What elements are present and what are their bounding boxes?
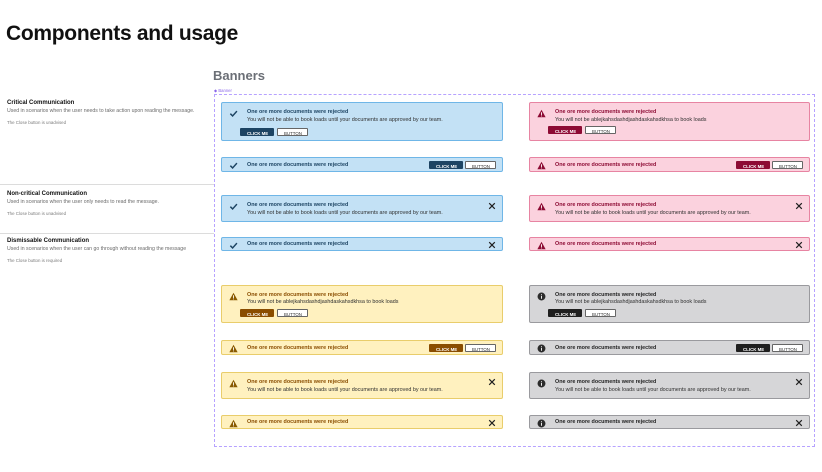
check-icon: [229, 161, 238, 170]
banner-title: One ore more documents were rejected: [247, 161, 349, 168]
critical-banner-inline-dismissable: [529, 237, 810, 251]
warning-triangle-icon: [229, 344, 238, 353]
warning-triangle-icon: [537, 161, 546, 170]
secondary-button[interactable]: BUTTON: [277, 309, 308, 317]
close-icon[interactable]: [795, 378, 803, 386]
click-me-button[interactable]: CLICK ME: [240, 309, 274, 317]
secondary-button[interactable]: BUTTON: [772, 161, 803, 169]
warning-banner-dismissable: [221, 372, 503, 399]
close-icon[interactable]: [795, 419, 803, 427]
warning-triangle-icon: [229, 419, 238, 428]
click-me-button[interactable]: CLICK ME: [429, 344, 463, 352]
close-icon[interactable]: [488, 378, 496, 386]
close-icon[interactable]: [488, 419, 496, 427]
banner-title: One ore more documents were rejected: [555, 161, 657, 168]
warning-triangle-icon: [229, 379, 238, 388]
section-dismissable-communication: [7, 238, 203, 263]
critical-banner-actions: [529, 102, 810, 141]
info-circle-icon: [537, 379, 546, 388]
info-circle-icon: [537, 292, 546, 301]
banner-message: You will not be able to book loads until your documents are approved by our team.: [247, 387, 443, 393]
neutral-banner-inline-dismissable: [529, 415, 810, 429]
secondary-button[interactable]: BUTTON: [465, 161, 496, 169]
secondary-button[interactable]: BUTTON: [465, 344, 496, 352]
banner-message: You will not be able to book loads until your documents are approved by our team.: [247, 210, 443, 216]
info-circle-icon: [537, 344, 546, 353]
info-banner-dismissable: [221, 195, 503, 222]
banner-message: You will not be ablejkahsdashdjashdaskahsdkhsa to book loads: [555, 299, 707, 305]
banner-title: One ore more documents were rejected: [555, 202, 657, 208]
warning-triangle-icon: [537, 241, 546, 250]
section-critical-communication: [7, 100, 203, 125]
click-me-button[interactable]: CLICK ME: [548, 309, 582, 317]
click-me-button[interactable]: CLICK ME: [736, 344, 770, 352]
banner-title: One ore more documents were rejected: [555, 241, 657, 247]
banner-title: One ore more documents were rejected: [247, 419, 349, 425]
neutral-banner-actions: [529, 285, 810, 323]
banner-title: One ore more documents were rejected: [555, 379, 657, 385]
section-description: Used in scenarios when the user only needs to read the message.: [7, 199, 159, 205]
section-description: Used in scenarios when the user can go through without reading the message: [7, 246, 187, 252]
banners-heading: Banners: [213, 68, 266, 83]
section-title: Critical Communication: [7, 100, 75, 106]
close-icon[interactable]: [795, 202, 803, 210]
banner-title: One ore more documents were rejected: [247, 379, 349, 385]
section-divider: [0, 184, 214, 185]
banner-title: One ore more documents were rejected: [555, 344, 657, 351]
warning-triangle-icon: [229, 292, 238, 301]
warning-banner-inline-actions: [221, 340, 503, 355]
check-icon: [229, 241, 238, 250]
banner-message: You will not be able to book loads until your documents are approved by our team.: [247, 117, 443, 123]
secondary-button[interactable]: BUTTON: [772, 344, 803, 352]
banner-message: You will not be ablejkahsdashdjashdaskahsdkhsa to book loads: [555, 117, 707, 123]
click-me-button[interactable]: CLICK ME: [429, 161, 463, 169]
click-me-button[interactable]: CLICK ME: [548, 126, 582, 134]
info-banner-inline-dismissable: [221, 237, 503, 251]
page-title: Components and usage: [6, 22, 239, 45]
section-divider: [0, 233, 214, 234]
click-me-button[interactable]: CLICK ME: [240, 128, 274, 136]
section-non-critical-communication: [7, 191, 203, 216]
frame-label-text: Banner: [218, 88, 232, 93]
banner-title: One ore more documents were rejected: [247, 344, 349, 351]
frame-label: ◆ Banner: [214, 88, 232, 93]
secondary-button[interactable]: BUTTON: [277, 128, 308, 136]
warning-triangle-icon: [537, 202, 546, 211]
check-icon: [229, 109, 238, 118]
section-title: Dismissable Communication: [7, 238, 90, 244]
banner-message: You will not be able to book loads until your documents are approved by our team.: [555, 387, 751, 393]
info-banner-inline-actions: [221, 157, 503, 172]
close-icon[interactable]: [488, 241, 496, 249]
warning-triangle-icon: [537, 109, 546, 118]
warning-banner-actions: [221, 285, 503, 323]
check-icon: [229, 202, 238, 211]
section-description: Used in scenarios when the user needs to take action upon reading the message.: [7, 108, 195, 114]
click-me-button[interactable]: CLICK ME: [736, 161, 770, 169]
banner-title: One ore more documents were rejected: [247, 292, 349, 298]
critical-banner-inline-actions: [529, 157, 810, 172]
banner-title: One ore more documents were rejected: [247, 202, 349, 208]
close-icon[interactable]: [488, 202, 496, 210]
info-banner-actions: [221, 102, 503, 141]
banner-title: One ore more documents were rejected: [247, 109, 349, 115]
neutral-banner-dismissable: [529, 372, 810, 399]
close-icon[interactable]: [795, 241, 803, 249]
critical-banner-dismissable: [529, 195, 810, 222]
banner-title: One ore more documents were rejected: [555, 419, 657, 425]
info-circle-icon: [537, 419, 546, 428]
section-title: Non-critical Communication: [7, 191, 88, 197]
secondary-button[interactable]: BUTTON: [585, 309, 616, 317]
banner-message: You will not be ablejkahsdashdjashdaskahsdkhsa to book loads: [247, 299, 399, 305]
section-note: The Close button is required: [7, 257, 63, 263]
banner-title: One ore more documents were rejected: [555, 292, 657, 298]
neutral-banner-inline-actions: [529, 340, 810, 355]
section-note: The Close button is unadvised: [7, 119, 67, 125]
banner-message: You will not be able to book loads until your documents are approved by our team.: [555, 210, 751, 216]
banner-title: One ore more documents were rejected: [247, 241, 349, 247]
secondary-button[interactable]: BUTTON: [585, 126, 616, 134]
warning-banner-inline-dismissable: [221, 415, 503, 429]
section-note: The Close button is unadvised: [7, 210, 67, 216]
banner-title: One ore more documents were rejected: [555, 109, 657, 115]
